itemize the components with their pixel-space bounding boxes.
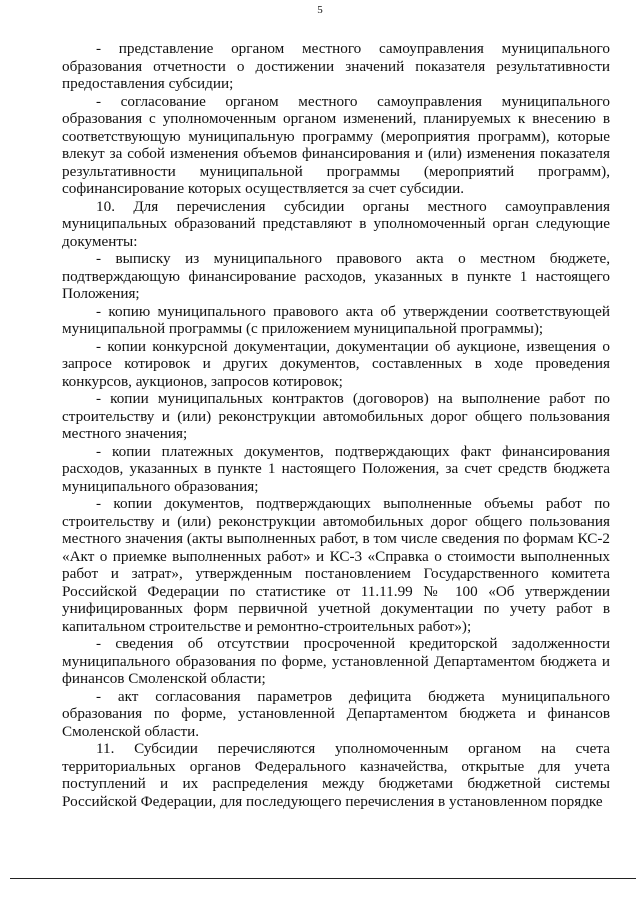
- paragraph-deficit-act: - акт согласования параметров дефицита бюджета муниципального образования по форме, установленной Департаментом бюджета и финансов Смоленской области.: [62, 687, 610, 740]
- paragraph-clause-10: 10. Для перечисления субсидии органы местного самоуправления муниципальных образований представляют в уполномоченный орган следующие документы:: [62, 197, 610, 250]
- paragraph-clause-11: 11. Субсидии перечисляются уполномоченным органом на счета территориальных органов Федерального казначейства, открытые для учета поступлений и их распределения между бюджетами бюджетной системы Российской Федерации, для последующего перечисления в установленном порядке: [62, 740, 610, 810]
- paragraph-reporting: - представление органом местного самоуправления муниципального образования отчетности о достижении значений показателя результативности предоставления субсидии;: [62, 40, 610, 92]
- paragraph-budget-extract: - выписку из муниципального правового акта о местном бюджете, подтверждающую финансирование расходов, указанных в пункте 1 настоящего Положения;: [62, 250, 610, 302]
- paragraph-program-act-copy: - копию муниципального правового акта об утверждении соответствующей муниципальной программы (с приложением муниципальной программы);: [62, 302, 610, 337]
- paragraph-tender-docs: - копии конкурсной документации, документации об аукционе, извещения о запросе котировок и других документов, составленных в ходе проведения конкурсов, аукционов, запросов котировок;: [62, 337, 610, 390]
- document-body: [62, 40, 610, 810]
- paragraph-payment-docs: - копии платежных документов, подтверждающих факт финансирования расходов, указанных в пункте 1 настоящего Положения, за счет средств бюджета муниципального образования;: [62, 442, 610, 495]
- paragraph-work-volume-docs: - копии документов, подтверждающих выполненные объемы работ по строительству и (или) реконструкции автомобильных дорог общего пользования местного значения (акты выполненных работ, в том числе сведения по формам КС-2 «Акт о приемке выполненных работ» и КС-3 «Справка о стоимости выполненных работ и затрат», утвержденным постановлением Государственного комитета Российской Федерации по статистике от 11.11.99 № 100 «Об утверждении унифицированных форм первичной учетной документации по учету работ в капитальном строительстве и ремонтно-строительных работ»);: [62, 495, 610, 635]
- paragraph-program-changes: - согласование органом местного самоуправления муниципального образования с уполномоченным органом изменений, планируемых к внесению в соответствующую муниципальную программу (мероприятия программ), которые влекут за собой изменения объемов финансирования и (или) изменения показателя результативности муниципальной программы (мероприятий программ), софинансирование которых осуществляется за счет субсидии.: [62, 92, 610, 197]
- paragraph-no-arrears: - сведения об отсутствии просроченной кредиторской задолженности муниципального образования по форме, установленной Департаментом бюджета и финансов Смоленской области;: [62, 635, 610, 687]
- paragraph-contracts: - копии муниципальных контрактов (договоров) на выполнение работ по строительству и (или) реконструкции автомобильных дорог общего пользования местного значения;: [62, 390, 610, 442]
- bottom-rule: [10, 878, 636, 879]
- page-number: 5: [317, 4, 323, 16]
